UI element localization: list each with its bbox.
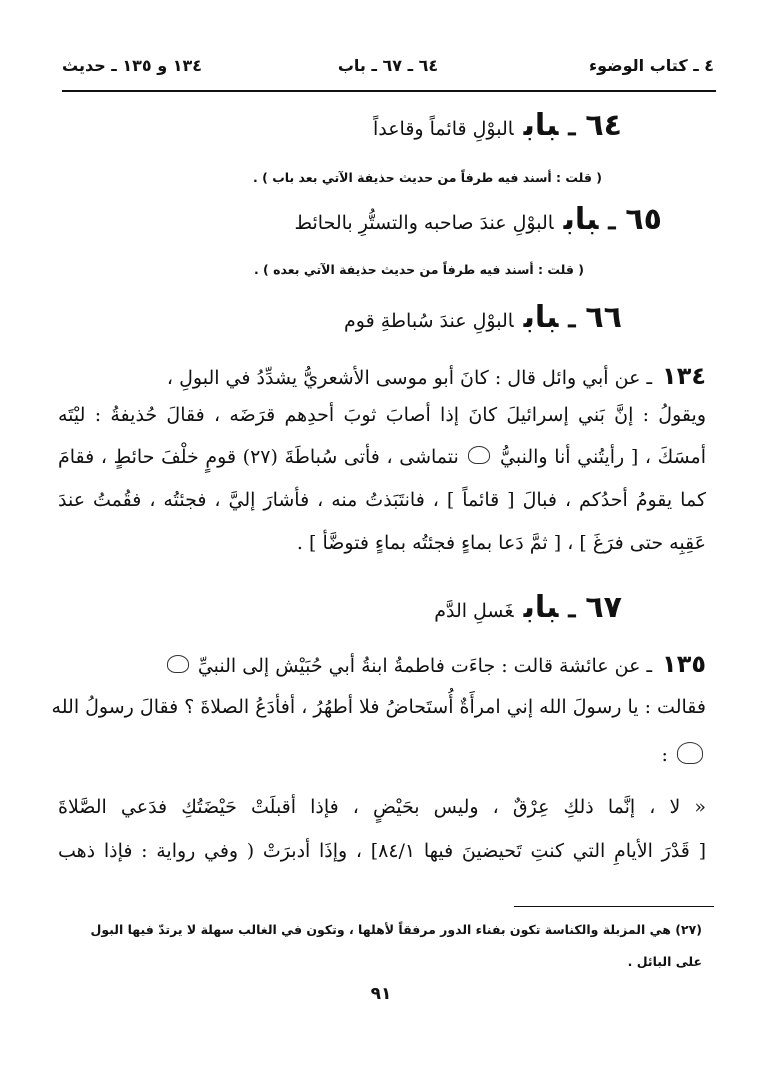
chapter-word: باب — [523, 590, 559, 625]
hadith-text: ـ عن أبي وائل قال : كانَ أبو موسى الأشعريُّ يشدِّدُ في البولِ ، — [166, 367, 653, 389]
salutation-seal-icon — [167, 655, 189, 673]
hadith-135-line-5: [ قَدْرَ الأيامِ التي كنتِ تَحيضينَ فيها ٨٤/١] ، وإذَا أدبرَتْ ( وفي رواية : فإذا ذهب — [58, 840, 706, 862]
hadith-135-line-2: فقالت : يا رسولَ الله إني امرأَةٌ أُستَحاضُ فلا أطهُرُ ، أفأدَعُ الصلاةَ ؟ فقالَ رسولُ الله — [51, 696, 706, 718]
chapter-number: ٦٦ — [585, 300, 622, 335]
chapter-note-64: ( قلت : أسند فيه طرفاً من حديث حذيفة الآتي بعد باب ) . — [253, 170, 602, 185]
salutation-seal-icon — [677, 742, 703, 764]
chapter-title: البوْلِ عندَ صاحبه والتستُّرِ بالحائط — [294, 212, 554, 234]
chapter-title: البوْلِ عندَ سُباطةِ قوم — [344, 310, 514, 332]
chapter-word: باب — [523, 300, 559, 335]
chapter-dash: ـ — [568, 594, 576, 623]
hadith-134-line-3 — [58, 446, 706, 468]
chapter-dash: ـ — [568, 304, 576, 333]
hadith-text: : — [661, 744, 668, 766]
salutation-seal-icon — [468, 446, 490, 464]
header-chapter-range: ٦٤ ـ ٦٧ ـ باب — [337, 56, 439, 75]
chapter-dash: ـ — [568, 112, 576, 141]
chapter-heading-66 — [344, 298, 622, 338]
hadith-134-line-5: عَقِبِه حتى فرَغَ ] ، [ ثمَّ دَعا بماءٍ فجئتُه بماءٍ فتوضَّأ ] . — [296, 532, 706, 554]
footnote: (٢٧) هي المزبلة والكناسة تكون بفناء الدور مرفقاً لأهلها ، وتكون في الغالب سهلة لا يرتدّ فيها البول على البائل . — [90, 922, 702, 969]
hadith-134-line-4: كما يقومُ أحدُكم ، فبالَ [ قائماً ] ، فانتَبَذتُ منه ، فأشارَ إليَّ ، فجئتُه ، فقُمتُ عندَ — [58, 489, 706, 511]
hadith-135-line-1 — [58, 650, 706, 678]
chapter-number: ٦٥ — [625, 202, 662, 237]
hadith-text: أمسَكَ ، [ رأيتُني أنا والنبيُّ — [500, 446, 707, 468]
running-header — [62, 56, 714, 84]
header-hadith-range: ١٣٤ و ١٣٥ ـ حديث — [62, 56, 203, 75]
chapter-word: باب — [523, 108, 559, 143]
footnote-rule — [514, 906, 714, 907]
hadith-134-line-1 — [58, 362, 706, 390]
hadith-number: ١٣٤ — [662, 362, 706, 390]
page-number: ٩١ — [370, 984, 392, 1004]
hadith-text: ـ عن عائشة قالت : جاءَت فاطمةُ ابنةُ أبي حُبَيْش إلى النبيِّ — [197, 655, 653, 677]
chapter-word: باب — [563, 202, 599, 237]
hadith-number: ١٣٥ — [662, 650, 706, 678]
chapter-number: ٦٧ — [585, 590, 622, 625]
chapter-note-65: ( قلت : أسند فيه طرفاً من حديث حذيفة الآتي بعده ) . — [253, 262, 584, 277]
chapter-title: غَسلِ الدَّم — [434, 600, 514, 622]
hadith-135-line-3 — [58, 744, 706, 767]
chapter-dash: ـ — [608, 206, 616, 235]
chapter-heading-64 — [373, 106, 622, 146]
hadith-text: نتماشى ، فأتى سُباطَةَ (٢٧) قومٍ خلْفَ حائطٍ ، فقامَ — [58, 446, 459, 468]
hadith-134-line-2: ويقولُ : إنَّ بَني إسرائيلَ كانَ إذا أصابَ ثوبَ أحدِهم قرَضَه ، فقالَ حُذيفةُ : ليْتَه — [58, 404, 706, 426]
chapter-heading-65 — [294, 200, 662, 240]
chapter-number: ٦٤ — [585, 108, 622, 143]
header-rule — [62, 90, 716, 92]
hadith-135-line-4: « لا ، إنَّما ذلكِ عِرْقٌ ، وليس بحَيْضٍ ، فإذا أقبلَتْ حَيْضَتُكِ فدَعي الصَّلاةَ — [58, 796, 706, 818]
chapter-title: البوْلِ قائماً وقاعداً — [372, 118, 514, 140]
chapter-heading-67 — [434, 588, 622, 628]
header-book-title: ٤ ـ كتاب الوضوء — [588, 56, 714, 75]
